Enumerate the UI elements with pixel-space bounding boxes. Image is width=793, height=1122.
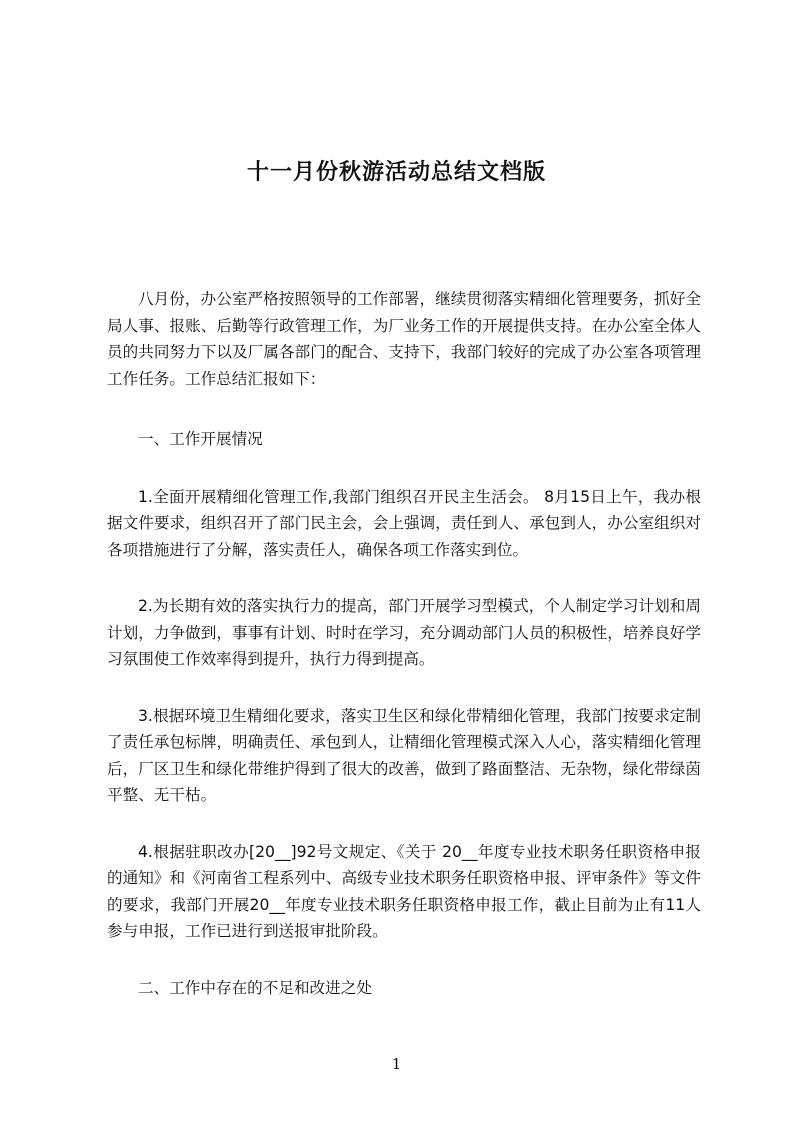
section-heading-shortcomings: 二、工作中存在的不足和改进之处 <box>138 978 372 997</box>
work-item-2: 2.为长期有效的落实执行力的提高，部门开展学习型模式，个人制定学习计划和周计划，力争做到，事事有计划、时时在学习，充分调动部门人员的积极性，培养良好学习氛围使工作效率得到提升，执行力得到提高。 <box>107 597 701 668</box>
work-item-4: 4.根据驻职改办[20__]92号文规定、《关于 20__年度专业技术职务任职资格申报的通知》和《河南省工程系列中、高级专业技术职务任职资格申报、评审条件》等文件的要求，我部门开展20__年度专业技术职务任职资格申报工作，截止目前为止有11人参与申报，工作已进行到送报审批阶段。 <box>107 842 701 940</box>
document-title: 十一月份秋游活动总结文档版 <box>246 159 546 185</box>
work-item-1: 1.全面开展精细化管理工作,我部门组织召开民主生活会。 8月15日上午，我办根据文件要求，组织召开了部门民主会，会上强调，责任到人、承包到人，办公室组织对各项措施进行了分解，落实责任人，确保各项工作落实到位。 <box>107 487 701 559</box>
page-number: 1 <box>391 1055 402 1073</box>
intro-paragraph: 八月份，办公室严格按照领导的工作部署，继续贯彻落实精细化管理要务，抓好全局人事、报账、后勤等行政管理工作，为厂业务工作的开展提供支持。在办公室全体人员的共同努力下以及厂属各部门的配合、支持下，我部门较好的完成了办公室各项管理工作任务。工作总结汇报如下： <box>107 290 701 388</box>
work-item-3: 3.根据环境卫生精细化要求，落实卫生区和绿化带精细化管理，我部门按要求定制了责任承包标牌，明确责任、承包到人，让精细化管理模式深入人心，落实精细化管理后，厂区卫生和绿化带维护得到了很大的改善，做到了路面整洁、无杂物，绿化带绿茵平整、无干枯。 <box>107 706 701 804</box>
section-heading-work-progress: 一、工作开展情况 <box>138 430 263 448</box>
document-body <box>107 286 701 1001</box>
